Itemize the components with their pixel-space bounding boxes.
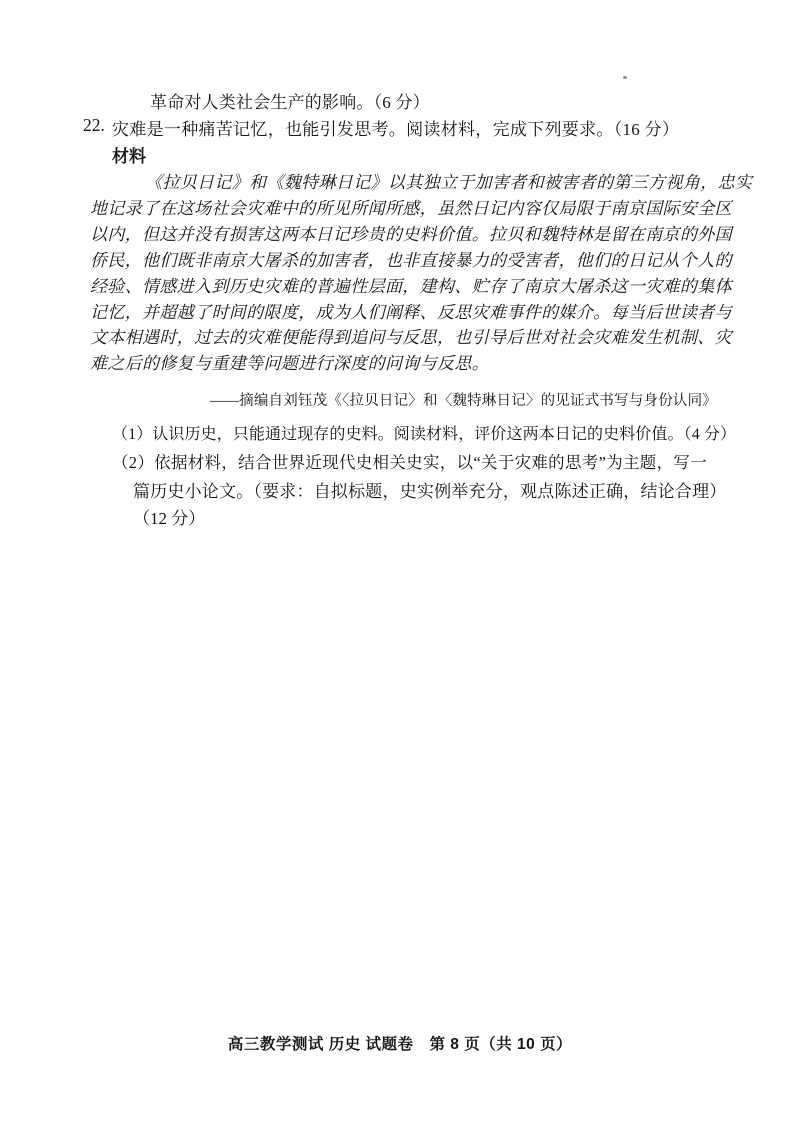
sub-question-2-line: （12 分） — [133, 509, 206, 528]
sub-question-1: （1）认识历史，只能通过现存的史料。阅读材料，评价这两本日记的史料价值。（4 分） — [112, 426, 737, 443]
material-paragraph — [90, 170, 753, 377]
material-line: 《拉贝日记》和《魏特琳日记》以其独立于加害者和被害者的第三方视角，忠实 — [145, 173, 753, 192]
material-line: 经验、情感进入到历史灾难的普遍性层面，建构、贮存了南京大屠杀这一灾难的集体 — [90, 276, 732, 296]
material-line: 难之后的修复与重建等问题进行深度的问询与反思。 — [90, 354, 490, 374]
material-line: 地记录了在这场社会灾难中的所见所闻所感，虽然日记内容仅局限于南京国际安全区 — [90, 198, 732, 218]
material-line: 以内，但这并没有损害这两本日记珍贵的史料价值。拉贝和魏特林是留在南京的外国 — [90, 224, 732, 244]
material-label: 材料 — [112, 147, 146, 166]
page-footer: 高三教学测试 历史 试题卷 第 8 页（共 10 页） — [227, 1036, 573, 1053]
previous-question-tail-line: 革命对人类社会生产的影响。（6 分） — [150, 93, 430, 112]
material-line: 记忆，并超越了时间的限度，成为人们阐释、反思灾难事件的媒介。每当后世读者与 — [90, 302, 732, 322]
question-text: 灾难是一种痛苦记忆，也能引发思考。阅读材料，完成下列要求。（16 分） — [112, 120, 680, 139]
material-line: 侨民，他们既非南京大屠杀的加害者，也非直接暴力的受害者，他们的日记从个人的 — [90, 250, 732, 270]
material-line: 文本相遇时，过去的灾难便能得到追问与反思，也引导后世对社会灾难发生机制、灾 — [90, 328, 732, 348]
scan-stray-mark — [623, 76, 627, 79]
material-attribution: ——摘编自刘钰茂《〈拉贝日记〉和〈魏特琳日记〉的见证式书写与身份认同》 — [209, 393, 717, 409]
sub-question-2-line: 篇历史小论文。（要求：自拟标题，史实例举充分，观点陈述正确，结论合理） — [133, 482, 727, 501]
question-number: 22. — [83, 115, 105, 135]
sub-question-2-line: （2）依据材料，结合世界近现代史相关史实，以“关于灾难的思考”为主题，写一 — [112, 453, 707, 472]
